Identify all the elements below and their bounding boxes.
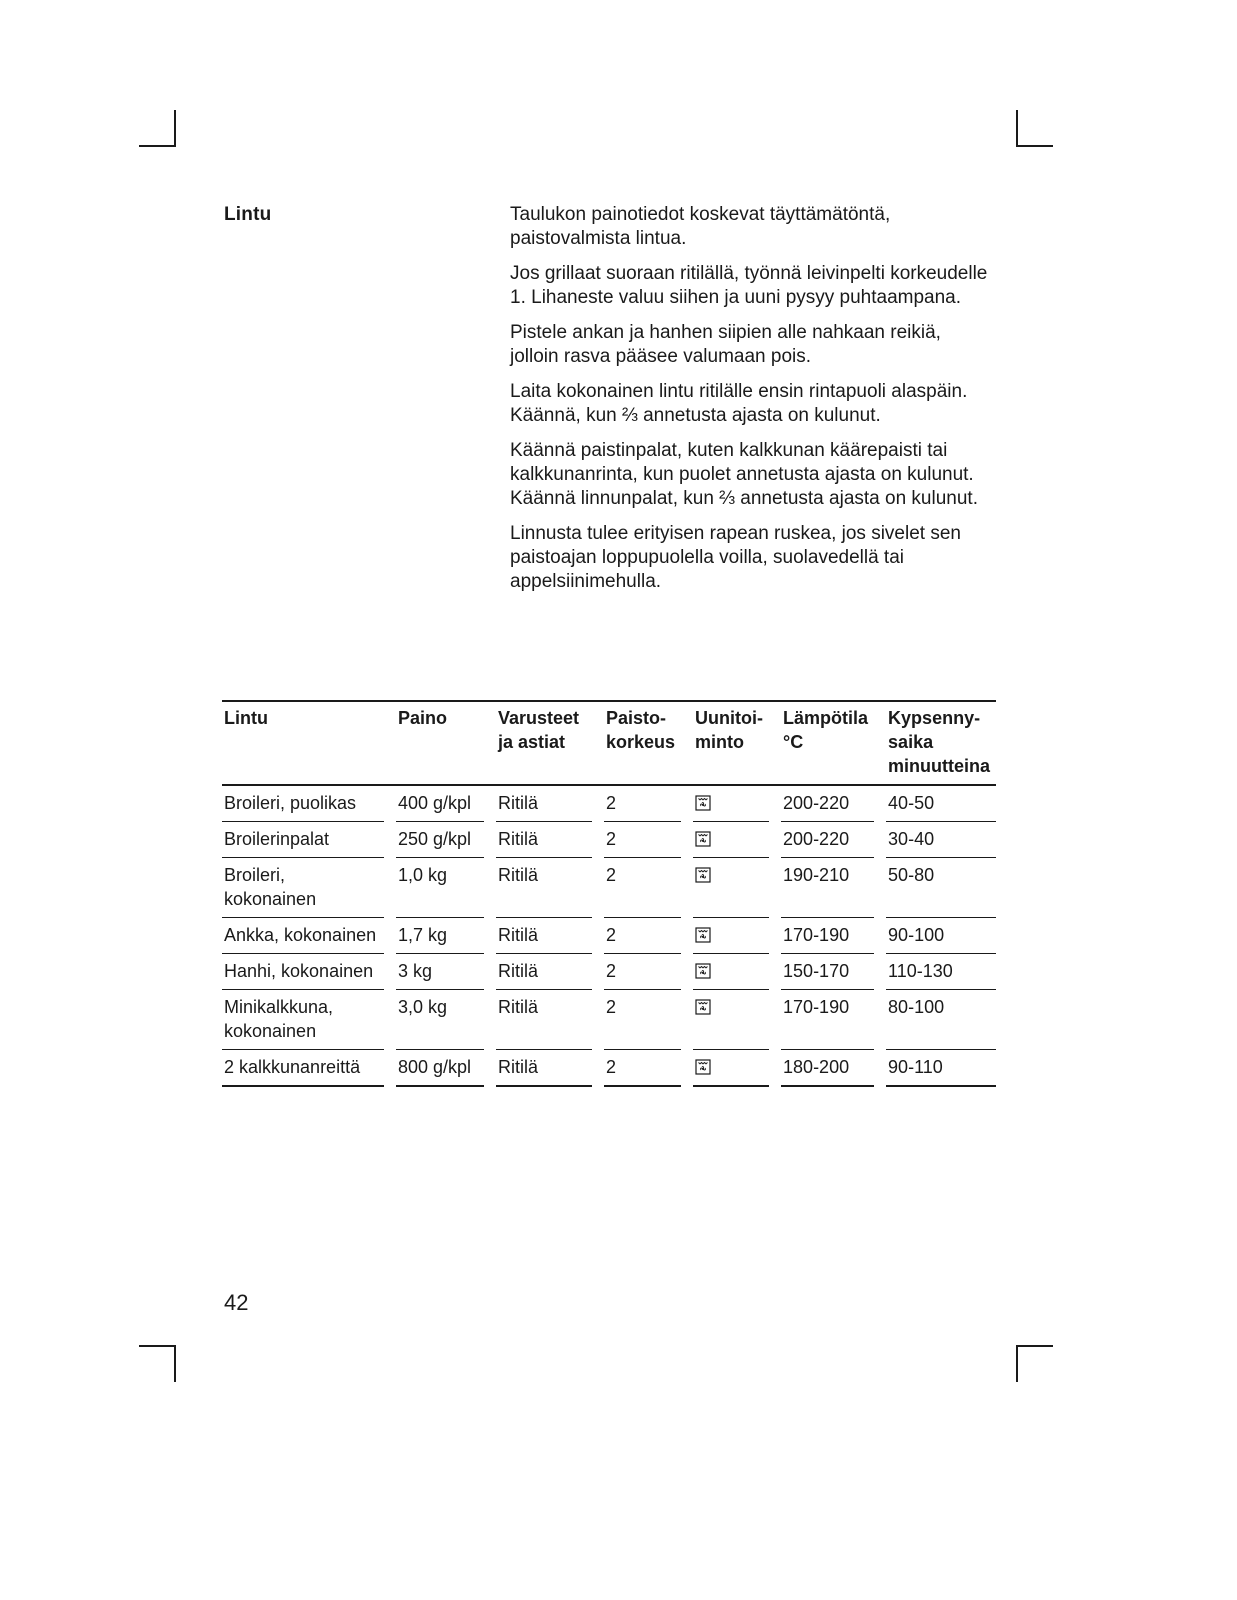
column-gap bbox=[384, 1050, 396, 1087]
intro-paragraph: Taulukon painotiedot koskevat täyttämätöntä, paistovalmista lintua. bbox=[510, 204, 891, 249]
cell-level: 2 bbox=[604, 1050, 681, 1087]
column-gap bbox=[484, 822, 496, 858]
intro-paragraph: Linnusta tulee erityisen rapean ruskea, jos sivelet sen paistoajan loppupuolella voilla, suolavedellä tai appelsiinimehulla. bbox=[510, 523, 961, 592]
column-gap bbox=[681, 702, 693, 786]
crop-mark-top-right-h bbox=[1016, 145, 1053, 147]
cell-level: 2 bbox=[604, 858, 681, 918]
column-gap bbox=[769, 858, 781, 918]
column-gap bbox=[681, 822, 693, 858]
table-body bbox=[222, 786, 996, 1087]
intro-paragraph: Laita kokonainen lintu ritilälle ensin rintapuoli alaspäin. Käännä, kun ⅔ annetusta ajasta on kulunut. bbox=[510, 381, 968, 426]
table-row bbox=[222, 990, 996, 1050]
cell-temp: 190-210 bbox=[781, 858, 874, 918]
cell-accessories: Ritilä bbox=[496, 1050, 592, 1087]
cell-mode bbox=[693, 954, 769, 990]
cooking-table bbox=[222, 700, 996, 1087]
table-row bbox=[222, 858, 996, 918]
column-gap bbox=[592, 1050, 604, 1087]
cell-mode bbox=[693, 858, 769, 918]
cell-bird: Ankka, kokonainen bbox=[222, 918, 384, 954]
cell-weight: 800 g/kpl bbox=[396, 1050, 484, 1087]
table-row bbox=[222, 786, 996, 822]
column-gap bbox=[681, 858, 693, 918]
grill-fan-mode-icon bbox=[695, 831, 711, 847]
cell-temp: 200-220 bbox=[781, 786, 874, 822]
column-gap bbox=[769, 822, 781, 858]
cell-weight: 400 g/kpl bbox=[396, 786, 484, 822]
cell-time: 110-130 bbox=[886, 954, 996, 990]
cell-accessories: Ritilä bbox=[496, 822, 592, 858]
cell-bird: Broilerinpalat bbox=[222, 822, 384, 858]
cell-bird: 2 kalkkunanreittä bbox=[222, 1050, 384, 1087]
crop-mark-bottom-left-h bbox=[139, 1345, 176, 1347]
table-row bbox=[222, 1050, 996, 1087]
column-gap bbox=[484, 954, 496, 990]
crop-mark-top-left-h bbox=[139, 145, 176, 147]
column-gap bbox=[769, 1050, 781, 1087]
column-gap bbox=[384, 918, 396, 954]
header-time: Kypsenny- saika minuutteina bbox=[886, 702, 996, 786]
column-gap bbox=[484, 786, 496, 822]
cell-bird: Broileri, kokonainen bbox=[222, 858, 384, 918]
cell-level: 2 bbox=[604, 954, 681, 990]
table-header-row bbox=[222, 702, 996, 786]
intro-paragraph: Pistele ankan ja hanhen siipien alle nahkaan reikiä, jolloin rasva pääsee valumaan pois. bbox=[510, 322, 941, 367]
cell-mode bbox=[693, 918, 769, 954]
intro-paragraph: Käännä paistinpalat, kuten kalkkunan käärepaisti tai kalkkunanrinta, kun puolet annetusta ajasta on kulunut. bbox=[510, 440, 974, 485]
column-gap bbox=[874, 786, 886, 822]
column-gap bbox=[384, 858, 396, 918]
section-title: Lintu bbox=[224, 204, 272, 225]
cell-bird: Broileri, puolikas bbox=[222, 786, 384, 822]
column-gap bbox=[681, 1050, 693, 1087]
table-row bbox=[222, 954, 996, 990]
column-gap bbox=[592, 702, 604, 786]
cell-mode bbox=[693, 1050, 769, 1087]
column-gap bbox=[769, 786, 781, 822]
column-gap bbox=[384, 702, 396, 786]
table-row bbox=[222, 918, 996, 954]
column-gap bbox=[874, 858, 886, 918]
cell-time: 50-80 bbox=[886, 858, 996, 918]
grill-fan-mode-icon bbox=[695, 1059, 711, 1075]
cell-temp: 170-190 bbox=[781, 918, 874, 954]
column-gap bbox=[592, 822, 604, 858]
column-gap bbox=[874, 990, 886, 1050]
header-bird: Lintu bbox=[222, 702, 384, 786]
grill-fan-mode-icon bbox=[695, 927, 711, 943]
column-gap bbox=[384, 990, 396, 1050]
column-gap bbox=[874, 918, 886, 954]
header-level: Paisto- korkeus bbox=[604, 702, 681, 786]
column-gap bbox=[592, 990, 604, 1050]
intro-paragraph: Jos grillaat suoraan ritilällä, työnnä leivinpelti korkeudelle 1. Lihaneste valuu siihen ja uuni pysyy puhtaampana. bbox=[510, 263, 988, 308]
cell-temp: 200-220 bbox=[781, 822, 874, 858]
column-gap bbox=[681, 918, 693, 954]
column-gap bbox=[384, 822, 396, 858]
cell-level: 2 bbox=[604, 822, 681, 858]
grill-fan-mode-icon bbox=[695, 999, 711, 1015]
header-accessories: Varusteet ja astiat bbox=[496, 702, 592, 786]
cell-accessories: Ritilä bbox=[496, 786, 592, 822]
column-gap bbox=[484, 858, 496, 918]
header-temp: Lämpötila °C bbox=[781, 702, 874, 786]
cell-level: 2 bbox=[604, 990, 681, 1050]
column-gap bbox=[384, 954, 396, 990]
cell-weight: 3,0 kg bbox=[396, 990, 484, 1050]
page-number: 42 bbox=[224, 1290, 249, 1315]
cell-weight: 1,0 kg bbox=[396, 858, 484, 918]
cell-temp: 150-170 bbox=[781, 954, 874, 990]
intro-paragraph: Käännä linnunpalat, kun ⅔ annetusta ajasta on kulunut. bbox=[510, 488, 978, 509]
column-gap bbox=[592, 786, 604, 822]
cell-accessories: Ritilä bbox=[496, 918, 592, 954]
column-gap bbox=[769, 918, 781, 954]
column-gap bbox=[484, 918, 496, 954]
column-gap bbox=[384, 786, 396, 822]
cell-weight: 3 kg bbox=[396, 954, 484, 990]
column-gap bbox=[592, 954, 604, 990]
column-gap bbox=[484, 702, 496, 786]
column-gap bbox=[874, 822, 886, 858]
column-gap bbox=[874, 702, 886, 786]
column-gap bbox=[592, 858, 604, 918]
cell-time: 80-100 bbox=[886, 990, 996, 1050]
cell-mode bbox=[693, 786, 769, 822]
cell-bird: Minikalkkuna, kokonainen bbox=[222, 990, 384, 1050]
intro-text bbox=[510, 203, 990, 605]
crop-mark-bottom-right-v bbox=[1016, 1345, 1018, 1382]
cell-weight: 250 g/kpl bbox=[396, 822, 484, 858]
column-gap bbox=[769, 990, 781, 1050]
cell-time: 90-110 bbox=[886, 1050, 996, 1087]
column-gap bbox=[681, 954, 693, 990]
crop-mark-bottom-left-v bbox=[174, 1345, 176, 1382]
column-gap bbox=[592, 918, 604, 954]
cell-mode bbox=[693, 822, 769, 858]
crop-mark-top-right-v bbox=[1016, 110, 1018, 147]
cell-time: 90-100 bbox=[886, 918, 996, 954]
cell-level: 2 bbox=[604, 918, 681, 954]
column-gap bbox=[874, 1050, 886, 1087]
grill-fan-mode-icon bbox=[695, 963, 711, 979]
column-gap bbox=[874, 954, 886, 990]
grill-fan-mode-icon bbox=[695, 867, 711, 883]
cell-temp: 180-200 bbox=[781, 1050, 874, 1087]
header-weight: Paino bbox=[396, 702, 484, 786]
cell-level: 2 bbox=[604, 786, 681, 822]
column-gap bbox=[769, 702, 781, 786]
cell-temp: 170-190 bbox=[781, 990, 874, 1050]
cell-mode bbox=[693, 990, 769, 1050]
header-mode: Uunitoi- minto bbox=[693, 702, 769, 786]
cell-accessories: Ritilä bbox=[496, 858, 592, 918]
cell-time: 30-40 bbox=[886, 822, 996, 858]
crop-mark-bottom-right-h bbox=[1016, 1345, 1053, 1347]
cell-weight: 1,7 kg bbox=[396, 918, 484, 954]
cell-accessories: Ritilä bbox=[496, 954, 592, 990]
column-gap bbox=[769, 954, 781, 990]
column-gap bbox=[681, 990, 693, 1050]
cell-accessories: Ritilä bbox=[496, 990, 592, 1050]
column-gap bbox=[484, 990, 496, 1050]
table-row bbox=[222, 822, 996, 858]
cell-bird: Hanhi, kokonainen bbox=[222, 954, 384, 990]
column-gap bbox=[484, 1050, 496, 1087]
column-gap bbox=[681, 786, 693, 822]
grill-fan-mode-icon bbox=[695, 795, 711, 811]
cell-time: 40-50 bbox=[886, 786, 996, 822]
crop-mark-top-left-v bbox=[174, 110, 176, 147]
